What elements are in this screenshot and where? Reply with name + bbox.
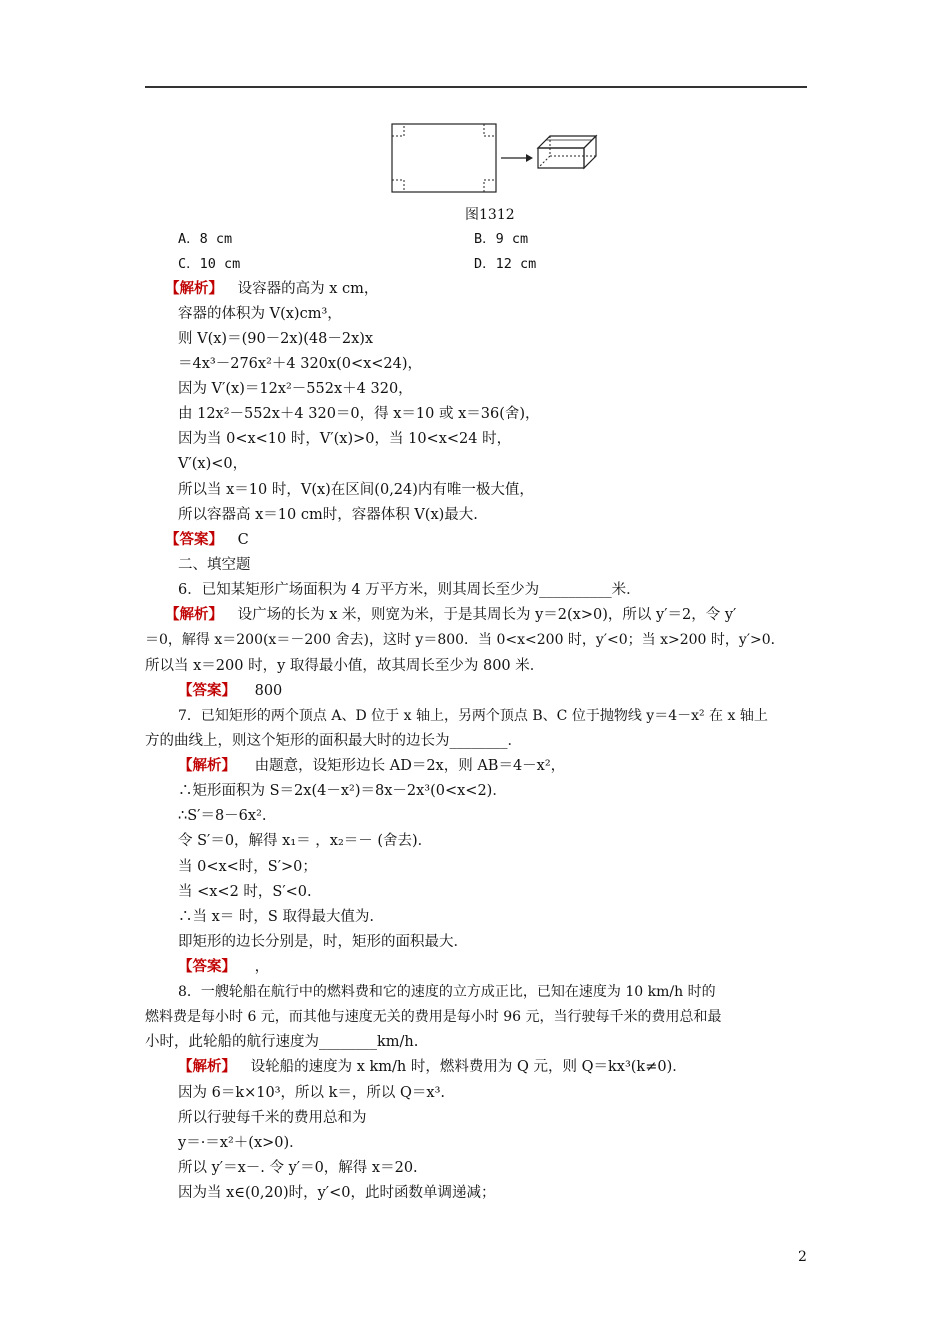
page-number: 2 bbox=[798, 1249, 807, 1265]
analysis-text: 令 S′＝0，解得 x₁＝ ，x₂＝－ (舍去)． bbox=[178, 833, 433, 849]
analysis-text: 设广场的长为 x 米，则宽为米，于是其周长为 y＝2(x>0)，所以 y′＝2，令 y′ bbox=[237, 607, 737, 623]
analysis-text: ＝4x³－276x²＋4 320x(0<x<24)， bbox=[178, 356, 423, 372]
analysis-text: ∴矩形面积为 S＝2x(4－x²)＝8x－2x³(0<x<2)． bbox=[178, 783, 507, 799]
analysis-text: 容器的体积为 V(x)cm³， bbox=[178, 306, 342, 322]
analysis-text: 因为 6＝k×10³，所以 k＝，所以 Q＝x³. bbox=[178, 1085, 446, 1101]
analysis-text: 所以容器高 x＝10 cm时，容器体积 V(x)最大. bbox=[178, 507, 478, 523]
analysis-text: V′(x)<0， bbox=[178, 456, 248, 472]
analysis-text: 因为当 0<x<10 时，V′(x)>0，当 10<x<24 时， bbox=[178, 431, 512, 447]
question-stem: 小时，此轮船的航行速度为________km/h. bbox=[145, 1034, 419, 1050]
analysis-text: 即矩形的边长分别是，时，矩形的面积最大． bbox=[178, 934, 468, 950]
analysis-text: 所以当 x＝10 时，V(x)在区间(0,24)内有唯一极大值， bbox=[178, 482, 534, 498]
analysis-text: 因为 V′(x)＝12x²－552x＋4 320， bbox=[178, 381, 413, 397]
question-stem: 燃料费是每小时 6 元，而其他与速度无关的费用是每小时 96 元，当行驶每千米的费用总和最 bbox=[145, 1009, 722, 1025]
option-c: C．10 cm bbox=[178, 256, 241, 272]
analysis-text: 由 12x²－552x＋4 320＝0，得 x＝10 或 x＝36(舍)， bbox=[178, 406, 540, 422]
analysis-text: 所以 y′＝x－. 令 y′＝0，解得 x＝20. bbox=[178, 1160, 418, 1176]
question-stem: 7．已知矩形的两个顶点 A、D 位于 x 轴上，另两个顶点 B、C 位于抛物线 y＝4－x² 在 x 轴上 bbox=[178, 708, 768, 724]
analysis-text: 设轮船的速度为 x km/h 时，燃料费用为 Q 元，则 Q＝kx³(k≠0)． bbox=[250, 1059, 687, 1075]
analysis-text: 当 0<x<时，S′>0； bbox=[178, 859, 317, 875]
answer-tag: 【答案】 bbox=[178, 682, 236, 699]
analysis-text: ∴当 x＝ 时，S 取得最大值为. bbox=[178, 909, 375, 925]
box-folding-figure bbox=[388, 118, 598, 198]
analysis-text: 由题意，设矩形边长 AD＝2x，则 AB＝4－x²， bbox=[254, 758, 566, 774]
analysis-text: 当 <x<2 时，S′<0. bbox=[178, 884, 312, 900]
figure-caption: 图1312 bbox=[465, 207, 515, 223]
answer-value: 800 bbox=[254, 683, 283, 699]
analysis-text: y＝·＝x²＋(x>0)． bbox=[178, 1135, 304, 1151]
option-d: D．12 cm bbox=[474, 256, 537, 272]
analysis-text: ∴S′＝8－6x². bbox=[178, 808, 267, 824]
question-stem: 方的曲线上，则这个矩形的面积最大时的边长为________． bbox=[145, 733, 522, 749]
answer-tag: 【答案】 bbox=[165, 531, 223, 548]
analysis-text: ＝0，解得 x＝200(x＝－200 舍去)，这时 y＝800．当 0<x<200 时，y′<0；当 x>200 时，y′>0． bbox=[145, 632, 785, 648]
analysis-text: 设容器的高为 x cm， bbox=[237, 281, 379, 297]
analysis-tag: 【解析】 bbox=[178, 757, 236, 774]
question-stem: 8．一艘轮船在航行中的燃料费和它的速度的立方成正比，已知在速度为 10 km/h 时的 bbox=[178, 984, 716, 1000]
section-heading: 二、填空题 bbox=[178, 557, 251, 573]
answer-value: C bbox=[237, 532, 249, 548]
answer-tag: 【答案】 bbox=[178, 958, 236, 975]
option-a: A．8 cm bbox=[178, 231, 233, 247]
analysis-text: 因为当 x∈(0,20)时，y′<0，此时函数单调递减； bbox=[178, 1185, 496, 1201]
analysis-text: 所以行驶每千米的费用总和为 bbox=[178, 1110, 367, 1126]
analysis-tag: 【解析】 bbox=[165, 280, 223, 297]
analysis-tag: 【解析】 bbox=[178, 1058, 236, 1075]
option-b: B．9 cm bbox=[474, 231, 529, 247]
analysis-text: 则 V(x)＝(90－2x)(48－2x)x bbox=[178, 331, 374, 347]
analysis-tag: 【解析】 bbox=[165, 606, 223, 623]
analysis-text: 所以当 x＝200 时，y 取得最小值，故其周长至少为 800 米． bbox=[145, 658, 545, 674]
answer-value: ， bbox=[254, 959, 270, 975]
header-rule bbox=[145, 86, 807, 88]
question-stem: 6．已知某矩形广场面积为 4 万平方米，则其周长至少为__________米． bbox=[178, 582, 641, 598]
